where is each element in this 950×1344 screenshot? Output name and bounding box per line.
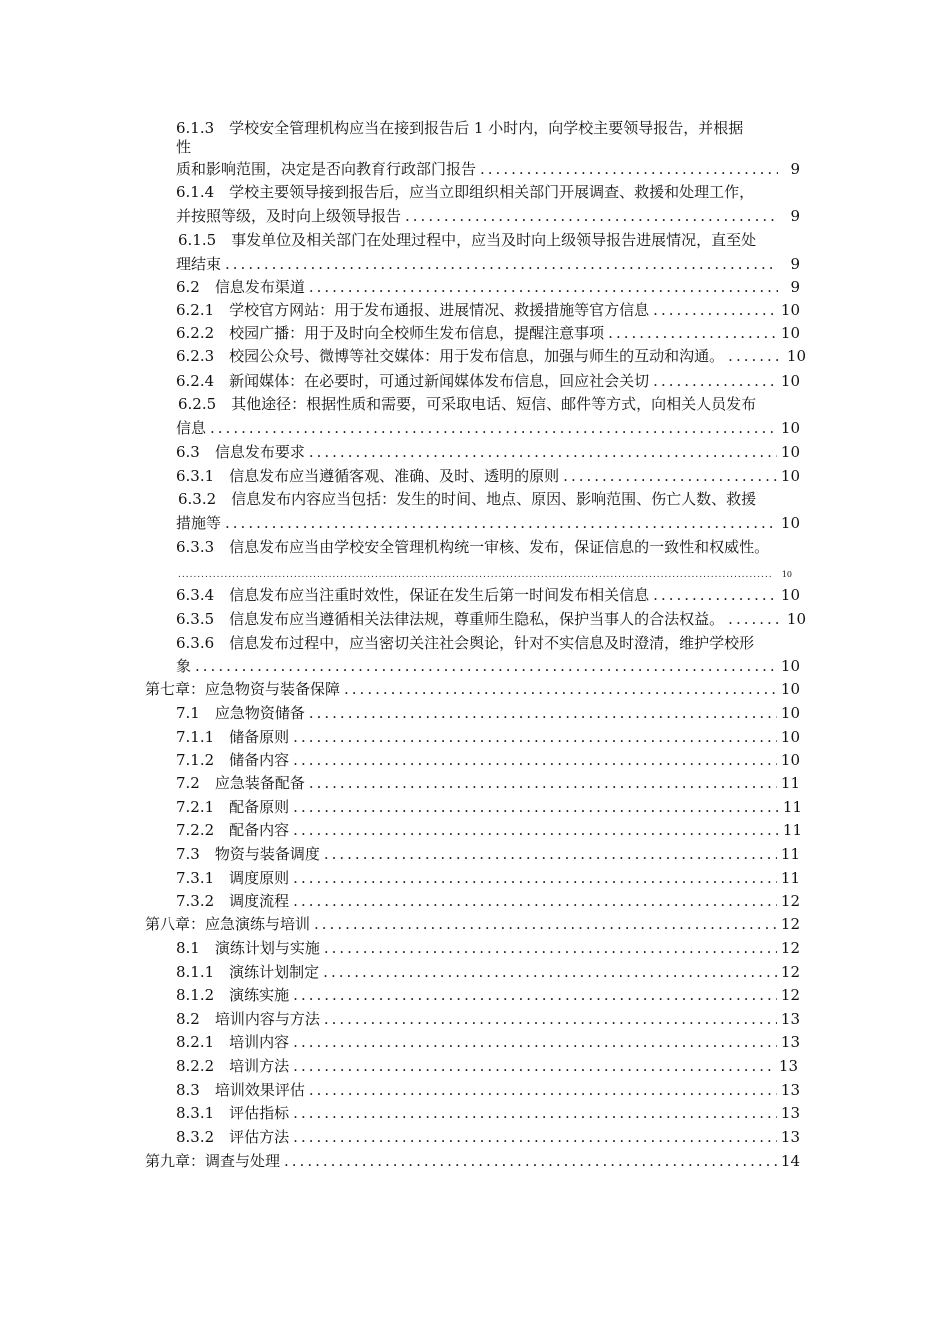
- toc-page-number: 9: [790, 207, 800, 225]
- toc-entry-6-3[interactable]: [176, 442, 800, 462]
- toc-entry-6-3-4[interactable]: [176, 585, 800, 605]
- dot-leader: [405, 206, 778, 226]
- toc-page-number: 13: [780, 1104, 800, 1122]
- toc-page-number: 9: [790, 278, 800, 296]
- toc-page-number: 10: [780, 751, 800, 769]
- dot-leader: [728, 609, 783, 629]
- toc-entry-6-2-4[interactable]: [176, 371, 800, 391]
- toc-entry-text: 7.3.2 调度流程: [176, 892, 290, 910]
- toc-entry-text: 第八章：应急演练与培训: [145, 915, 311, 933]
- toc-entry-8-1-1[interactable]: [176, 962, 800, 982]
- dot-leader: [293, 1103, 777, 1123]
- toc-page-number: 12: [780, 963, 800, 981]
- dot-leader: [324, 1009, 777, 1029]
- dot-leader: [653, 300, 777, 320]
- toc-entry-8-2-1[interactable]: [176, 1032, 800, 1052]
- toc-entry-6-2-5-line1[interactable]: 6.2.5 其他途径：根据性质和需要，可采取电话、短信、邮件等方式，向相关人员发布: [178, 395, 757, 413]
- toc-page-number: 10: [780, 467, 800, 485]
- dot-leader: [563, 466, 777, 486]
- toc-entry-text: 7.3.1 调度原则: [176, 869, 290, 887]
- toc-entry-text: 7.1 应急物资储备: [176, 704, 305, 722]
- dot-leader: [309, 1080, 777, 1100]
- dot-leader: [293, 868, 777, 888]
- toc-entry-text: 并按照等级，及时向上级领导报告: [176, 207, 402, 225]
- toc-chapter-9[interactable]: [145, 1151, 800, 1171]
- toc-entry-6-1-4-line1[interactable]: 6.1.4 学校主要领导接到报告后，应当立即组织相关部门开展调查、救援和处理工作，: [176, 183, 755, 201]
- toc-entry-7-1[interactable]: [176, 703, 800, 723]
- toc-entry-text: 6.2.3 校园公众号、微博等社交媒体：用于发布信息，加强与师生的互动和沟通。: [176, 347, 725, 365]
- dot-leader: [480, 159, 778, 179]
- toc-entry-6-1-5-line1[interactable]: 6.1.5 事发单位及相关部门在处理过程中，应当及时向上级领导报告进展情况，直至处: [178, 231, 757, 249]
- toc-entry-text: 质和影响范围，决定是否向教育行政部门报告: [176, 160, 477, 178]
- toc-entry-7-3-2[interactable]: [176, 891, 800, 911]
- toc-page-number: 10: [780, 301, 800, 319]
- toc-page-number: 10: [781, 570, 792, 579]
- dot-leader: [309, 277, 778, 297]
- toc-entry-7-3[interactable]: [176, 844, 800, 864]
- dot-leader: [309, 442, 777, 462]
- dot-leader: [324, 938, 777, 958]
- toc-page-number: 10: [786, 347, 806, 365]
- toc-entry-text: 8.3.1 评估指标: [176, 1104, 290, 1122]
- toc-entry-6-3-6-line1[interactable]: 6.3.6 信息发布过程中，应当密切关注社会舆论，针对不实信息及时澄清，维护学校形: [176, 634, 755, 652]
- toc-entry-8-3-1[interactable]: [176, 1103, 800, 1123]
- toc-entry-text: 8.1.2 演练实施: [176, 986, 290, 1004]
- toc-page-number: 10: [780, 443, 800, 461]
- dot-leader: [309, 773, 777, 793]
- dot-leader: [728, 346, 783, 366]
- toc-entry-text: 6.3.1 信息发布应当遵循客观、准确、及时、透明的原则: [176, 467, 560, 485]
- toc-page-number: 13: [780, 1081, 800, 1099]
- toc-page-number: 12: [780, 915, 800, 933]
- dot-leader: [309, 703, 777, 723]
- toc-entry-text: 措施等: [176, 514, 222, 532]
- toc-entry-6-2[interactable]: [176, 277, 800, 297]
- toc-entry-text: 6.2.1 学校官方网站：用于发布通报、进展情况、救援措施等官方信息: [176, 301, 650, 319]
- dot-leader: [195, 656, 777, 676]
- toc-page-number: 11: [780, 869, 800, 887]
- dot-leader: [293, 1127, 777, 1147]
- dot-leader: [324, 844, 777, 864]
- toc-entry-7-2-2[interactable]: [176, 820, 802, 840]
- toc-entry-text: 7.2.2 配备内容: [176, 821, 290, 839]
- dot-leader: [225, 513, 777, 533]
- toc-entry-text: 6.2.2 校园广播：用于及时向全校师生发布信息，提醒注意事项: [176, 324, 605, 342]
- toc-page-number: 10: [780, 704, 800, 722]
- toc-page-number: 9: [790, 160, 800, 178]
- toc-entry-text: 6.2 信息发布渠道: [176, 278, 305, 296]
- toc-entry-7-3-1[interactable]: [176, 868, 800, 888]
- toc-entry-text: 7.1.2 储备内容: [176, 751, 290, 769]
- toc-page-number: 10: [780, 372, 800, 390]
- toc-entry-text: 信息: [176, 419, 207, 437]
- dot-leader: [293, 750, 777, 770]
- toc-page-number: 9: [790, 255, 800, 273]
- toc-entry-text: 6.3 信息发布要求: [176, 443, 305, 461]
- toc-entry-6-3-2-line2[interactable]: [176, 513, 800, 533]
- toc-entry-7-2-1[interactable]: [176, 797, 802, 817]
- toc-entry-6-1-3-line2[interactable]: 性: [176, 138, 192, 156]
- toc-entry-text: 8.2.1 培训内容: [176, 1033, 290, 1051]
- toc-entry-7-1-1[interactable]: [176, 727, 800, 747]
- toc-entry-text: 6.3.4 信息发布应当注重时效性，保证在发生后第一时间发布相关信息: [176, 586, 650, 604]
- toc-entry-8-3-2[interactable]: [176, 1127, 800, 1147]
- dot-leader: [225, 254, 778, 274]
- toc-entry-text: 8.3.2 评估方法: [176, 1128, 290, 1146]
- dot-leader: [293, 1056, 775, 1076]
- toc-entry-text: 7.1.1 储备原则: [176, 728, 290, 746]
- toc-entry-8-1[interactable]: [176, 938, 800, 958]
- toc-entry-text: 6.3.5 信息发布应当遵循相关法律法规，尊重师生隐私，保护当事人的合法权益。: [176, 610, 725, 628]
- toc-entry-6-3-5[interactable]: [176, 609, 806, 629]
- toc-entry-6-2-5-line2[interactable]: [176, 418, 800, 438]
- toc-entry-6-3-6-line2[interactable]: [176, 656, 800, 676]
- dot-leader: [293, 985, 777, 1005]
- dot-leader: [314, 914, 777, 934]
- toc-entry-6-3-3-line2[interactable]: [176, 565, 792, 585]
- dot-leader: [178, 565, 772, 585]
- toc-page-number: 10: [780, 514, 800, 532]
- toc-entry-8-3[interactable]: [176, 1080, 800, 1100]
- toc-entry-text: 7.2 应急装备配备: [176, 774, 305, 792]
- toc-entry-text: 第九章：调查与处理: [145, 1152, 281, 1170]
- dot-leader: [293, 727, 777, 747]
- toc-entry-7-1-2[interactable]: [176, 750, 800, 770]
- toc-entry-text: 8.2 培训内容与方法: [176, 1010, 320, 1028]
- toc-entry-6-1-3-line3[interactable]: [176, 159, 800, 179]
- toc-page-number: 13: [780, 1010, 800, 1028]
- dot-leader: [653, 371, 777, 391]
- toc-entry-text: 7.2.1 配备原则: [176, 798, 290, 816]
- dot-leader: [293, 820, 779, 840]
- toc-entry-text: 7.3 物资与装备调度: [176, 845, 320, 863]
- toc-page-number: 12: [780, 939, 800, 957]
- toc-entry-7-2[interactable]: [176, 773, 800, 793]
- dot-leader: [293, 1032, 777, 1052]
- toc-entry-8-2-2[interactable]: [176, 1056, 798, 1076]
- toc-page-number: 12: [780, 892, 800, 910]
- toc-entry-6-3-1[interactable]: [176, 466, 800, 486]
- toc-page-number: 10: [780, 728, 800, 746]
- toc-entry-6-3-3-line1[interactable]: 6.3.3 信息发布应当由学校安全管理机构统一审核、发布，保证信息的一致性和权威性。: [176, 538, 770, 556]
- toc-entry-text: 理结束: [176, 255, 222, 273]
- toc-entry-6-1-3-line1[interactable]: 6.1.3 学校安全管理机构应当在接到报告后 1 小时内，向学校主要领导报告，并根据: [176, 119, 744, 137]
- toc-page-number: 13: [780, 1033, 800, 1051]
- toc-entry-6-2-2[interactable]: [176, 323, 800, 343]
- dot-leader: [210, 418, 777, 438]
- toc-page-number: 12: [780, 986, 800, 1004]
- toc-page-number: 10: [780, 680, 800, 698]
- dot-leader: [344, 679, 777, 699]
- dot-leader: [293, 891, 777, 911]
- toc-page-number: 10: [780, 586, 800, 604]
- dot-leader: [608, 323, 777, 343]
- toc-entry-text: 8.1 演练计划与实施: [176, 939, 320, 957]
- dot-leader: [323, 962, 777, 982]
- toc-page-number: 10: [780, 324, 800, 342]
- toc-entry-text: 6.2.4 新闻媒体：在必要时，可通过新闻媒体发布信息，回应社会关切: [176, 372, 650, 390]
- toc-entry-text: 8.3 培训效果评估: [176, 1081, 305, 1099]
- toc-page-number: 10: [786, 610, 806, 628]
- toc-entry-text: 第七章：应急物资与装备保障: [145, 680, 341, 698]
- toc-entry-6-2-3[interactable]: [176, 346, 806, 366]
- toc-page-number: 13: [780, 1128, 800, 1146]
- toc-entry-6-3-2-line1[interactable]: 6.3.2 信息发布内容应当包括：发生的时间、地点、原因、影响范围、伤亡人数、救援: [178, 490, 757, 508]
- toc-entry-8-2[interactable]: [176, 1009, 800, 1029]
- toc-entry-text: 8.1.1 演练计划制定: [176, 963, 320, 981]
- toc-page-number: 11: [782, 821, 802, 839]
- toc-page-number: 14: [780, 1152, 800, 1170]
- toc-entry-text: 8.2.2 培训方法: [176, 1057, 290, 1075]
- toc-page-number: 13: [778, 1057, 798, 1075]
- toc-page-number: 11: [780, 845, 800, 863]
- dot-leader: [284, 1151, 777, 1171]
- toc-page-number: 11: [780, 774, 800, 792]
- toc-page-number: 10: [780, 657, 800, 675]
- toc-entry-8-1-2[interactable]: [176, 985, 800, 1005]
- toc-chapter-7[interactable]: [145, 679, 800, 699]
- dot-leader: [653, 585, 777, 605]
- toc-chapter-8[interactable]: [145, 914, 800, 934]
- toc-entry-6-1-5-line2[interactable]: [176, 254, 800, 274]
- toc-entry-text: 象: [176, 657, 192, 675]
- toc-page-number: 11: [782, 798, 802, 816]
- toc-entry-6-2-1[interactable]: [176, 300, 800, 320]
- dot-leader: [293, 797, 779, 817]
- toc-page-number: 10: [780, 419, 800, 437]
- toc-entry-6-1-4-line2[interactable]: [176, 206, 800, 226]
